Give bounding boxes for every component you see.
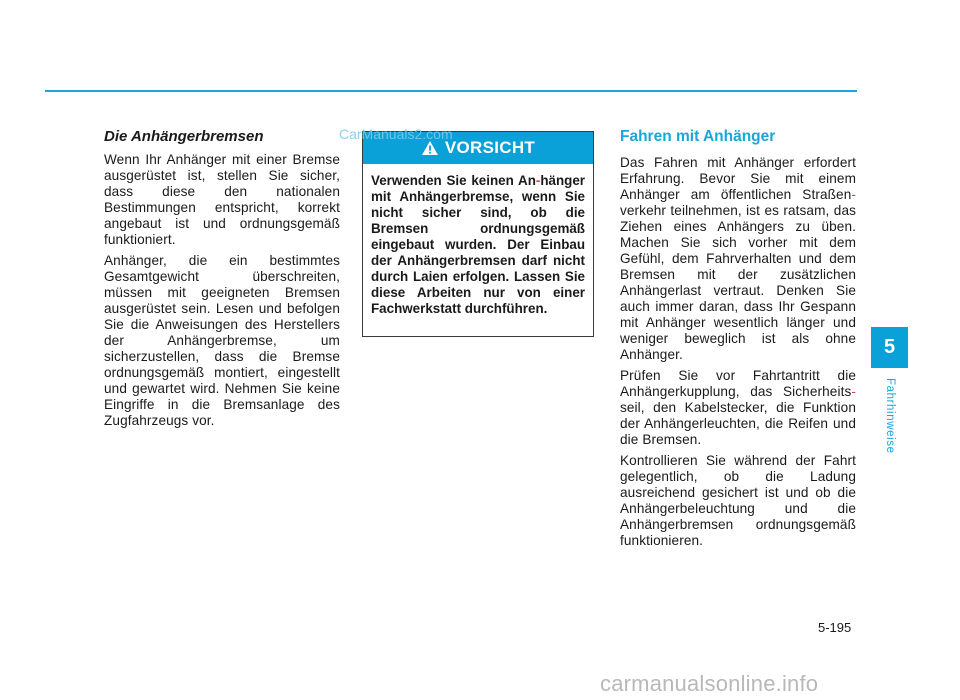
chapter-label: Fahrhinweise (884, 378, 896, 454)
driving-p1-part1: Das Fahren mit Anhänger erfordert Erfahrung. Bevor Sie mit einem Anhänger am öffentlichen Straßen (620, 155, 856, 202)
caution-text (363, 164, 593, 317)
left-column (104, 128, 340, 434)
caution-text-part2: hänger mit Anhängerbremse, wenn Sie nicht sicher sind, ob die Bremsen ordnungsgemäß eingebaut wurden. Der Einbau der Anhängerbremsen darf nicht durch Laien erfolgen. Lassen Sie diese Arbeiten nur von einer Fachwerkstatt durchführen. (371, 173, 585, 316)
driving-p1-hyphen: - (851, 187, 856, 202)
driving-p2-part1: Prüfen Sie vor Fahrtantritt die Anhängerkupplung, das Sicherheits (620, 368, 856, 399)
caution-title: VORSICHT (444, 138, 536, 157)
warning-triangle-icon (421, 140, 439, 156)
caution-hyphen: - (535, 173, 541, 188)
driving-p1-part2: verkehr teilnehmen, ist es ratsam, das Ziehen eines Anhängers zu üben. Machen Sie sich vorher mit dem Gefühl, dem Fahrverhalten und dem Bremsen mit der zusätzlichen Anhängerlast vertraut. Denken Sie auch immer daran, dass Ihr Gespann mit Anhänger wesentlich länger und weniger beweglich ist als ohne Anhänger. (620, 203, 856, 362)
caution-box (362, 131, 594, 337)
chapter-number-tab: 5 (871, 327, 908, 368)
watermark-bottom: carmanualsonline.info (600, 671, 819, 696)
watermark-top: CarManuals2.com (339, 126, 453, 142)
right-column (620, 128, 856, 554)
driving-p2-hyphen: - (851, 384, 856, 399)
trailer-brakes-paragraph-2: Anhänger, die ein bestimmtes Gesamtgewicht überschreiten, müssen mit geeigneten Bremsen ausgerüstet sein. Lesen und befolgen Sie die Anweisungen des Herstellers der Anhängerbremse, um sicherzustellen, dass die Bremse ordnungsgemäß montiert, eingestellt und gewartet wird. Nehmen Sie keine Eingriffe in die Bremsanlage des Zugfahrzeugs vor. (104, 253, 340, 428)
driving-paragraph-1 (620, 155, 856, 363)
page-number: 5-195 (818, 620, 852, 635)
driving-p2-part2: seil, den Kabelstecker, die Funktion der Anhängerleuchten, die Reifen und die Bremsen. (620, 400, 856, 447)
driving-paragraph-2 (620, 368, 856, 448)
trailer-brakes-paragraph-1: Wenn Ihr Anhänger mit einer Bremse ausgerüstet ist, stellen Sie sicher, dass diese den nationalen Bestimmungen entspricht, korrekt angebaut ist und ordnungsgemäß funktioniert. (104, 152, 340, 247)
driving-paragraph-3: Kontrollieren Sie während der Fahrt gelegentlich, ob die Ladung ausreichend gesichert ist und ob die Anhängerbeleuchtung und die Anhängerbremsen ordnungsgemäß funktionieren. (620, 453, 856, 548)
trailer-brakes-heading: Die Anhängerbremsen (104, 128, 264, 145)
driving-with-trailer-heading: Fahren mit Anhänger (620, 128, 776, 145)
middle-column (362, 131, 597, 337)
caution-text-part1: Verwenden Sie keinen An (371, 173, 536, 188)
top-divider-rule (45, 90, 857, 92)
